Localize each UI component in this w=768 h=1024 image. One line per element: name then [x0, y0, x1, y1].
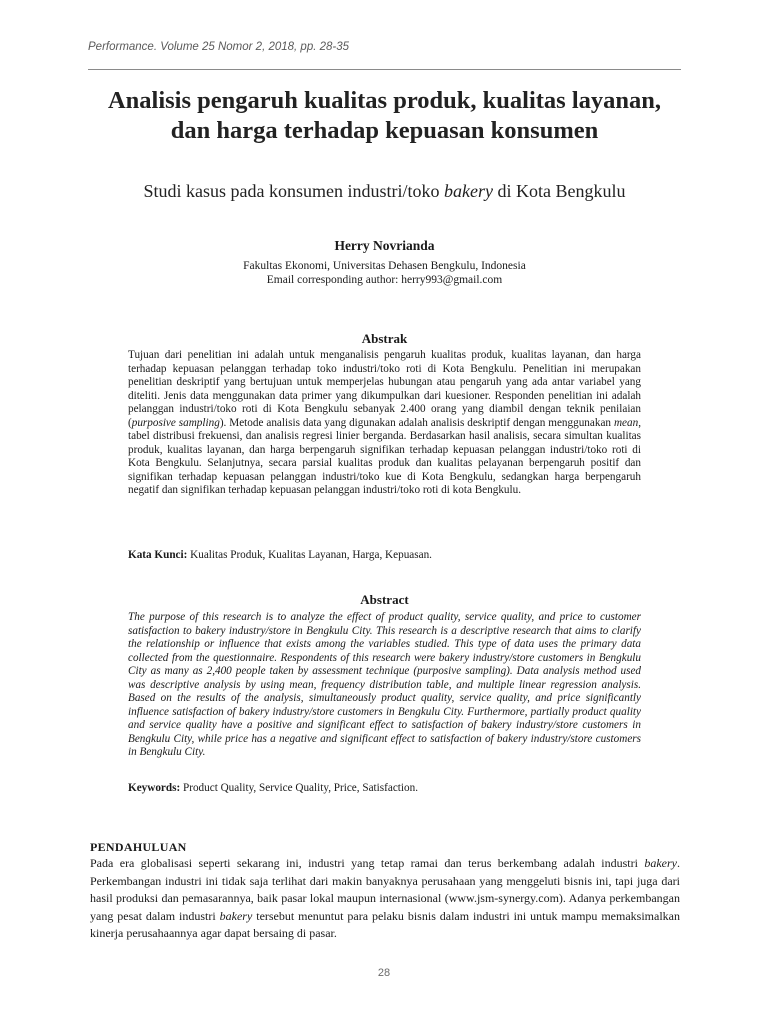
intro-text-3: tersebut menuntut para pelaku bisnis dalam industri ini untuk mampu memaksimalkan kinerja perusahaannya agar dapat bersaing di pasar.: [90, 908, 680, 941]
keywords-label: Keywords:: [128, 782, 181, 794]
kata-kunci-label: Kata Kunci:: [128, 549, 188, 561]
intro-paragraph: [90, 855, 680, 943]
subtitle-text-end: di Kota Bengkulu: [492, 181, 626, 201]
subtitle-text-start: Studi kasus pada konsumen industri/toko: [143, 181, 444, 201]
author-name: Herry Novrianda: [334, 238, 435, 253]
abstract-body: The purpose of this research is to analyze the effect of product quality, service quality, and price to customer satisfaction to bakery industry/store in Bengkulu City. This research is a descriptive research that aims to clarify the relationship or influence that exists among the variables studied. This type of data uses the primary data collected from the questionnaire. Respondents of this research were bakery industry/store customers in Bengkulu City as many as 2,400 people taken by assessment technique (purposive sampling). Data analysis method used was descriptive analysis by using mean, frequency distribution table, and multiple linear regression analysis. Based on the results of the analysis, simultaneously product quality, service quality, and price significantly influence satisfaction of bakery industry/store customers in Bengkulu City. Furthermore, partially product quality and service quality have a positive and significant effect to satisfaction of bakery industry/store customers in Bengkulu City, while price has a negative and significant effect to satisfaction of bakery industry/store customers in Bengkulu City.: [128, 611, 641, 759]
abstrak-text-3: , tabel distribusi frekuensi, dan analisis regresi linier berganda. Berdasarkan hasil analisis, secara simultan kualitas produk, kualitas layanan, dan harga berpengaruh signifikan terhadap kepuasan pelanggan industri/toko roti di Kota Bengkulu. Selanjutnya, secara parsial kualitas produk dan kualitas pelayanan berpengaruh positif dan signifikan terhadap kepuasan pelanggan industri/toko kue di Kota Bengkulu, sedangkan harga berpengaruh negatif dan signifikan terhadap kepuasan pelanggan industri/toko roti di kota Bengkulu.: [128, 416, 641, 497]
intro-emphasis-2: bakery: [219, 908, 253, 923]
intro-text-2: . Perkembangan industri ini tidak saja terlihat dari makin banyaknya perusahaan yang menggeluti bisnis ini, tapi juga dari hasil produksi dan pemasarannya, baik pasar lokal maupun internasional (www.jsm-synergy.com). Adanya perkembangan yang pesat dalam industri: [90, 856, 680, 923]
page-number: 28: [377, 967, 391, 979]
kata-kunci: [128, 549, 641, 563]
intro-emphasis-1: bakery: [644, 856, 677, 870]
keywords-list: Product Quality, Service Quality, Price, Satisfaction.: [180, 782, 418, 794]
abstrak-body: [128, 349, 641, 498]
subtitle-emphasis: bakery: [444, 181, 493, 201]
header-rule: [88, 69, 681, 70]
abstract-heading: Abstract: [360, 592, 409, 607]
section-heading-pendahuluan: PENDAHULUAN: [90, 840, 187, 854]
abstrak-text-1: Tujuan dari penelitian ini adalah untuk menganalisis pengaruh kualitas produk, kualitas layanan, dan harga terhadap kepuasan pelanggan terhadap toko industri/toko roti di Kota Bengkulu. Penelitian ini merupakan penelitian deskriptif yang bertujuan untuk memperjelas hubungan atau pengaruh yang ada antar variabel yang diteliti. Jenis data menggunakan data primer yang dikumpulkan dari kuesioner. Responden penelitian ini adalah pelanggan industri/toko roti di Kota Bengkulu sebanyak 2.400 orang yang diambil dengan teknik penilaian (: [128, 349, 641, 429]
abstrak-emphasis-1: purposive sampling: [131, 416, 220, 429]
running-head: Performance. Volume 25 Nomor 2, 2018, pp. 28-35: [88, 41, 350, 53]
abstrak-emphasis-2: mean: [613, 416, 639, 429]
author-email: Email corresponding author: herry993@gmail.com: [266, 274, 503, 286]
paper-subtitle: [88, 180, 681, 203]
abstrak-heading: Abstrak: [361, 331, 408, 346]
paper-title: Analisis pengaruh kualitas produk, kualitas layanan, dan harga terhadap kepuasan konsumen: [107, 87, 662, 144]
kata-kunci-list: Kualitas Produk, Kualitas Layanan, Harga, Kepuasan.: [187, 549, 432, 561]
keywords: [128, 782, 641, 796]
author-affiliation: Fakultas Ekonomi, Universitas Dehasen Bengkulu, Indonesia: [243, 260, 526, 272]
intro-text-1: Pada era globalisasi seperti sekarang ini, industri yang tetap ramai dan terus berkembang adalah industri: [90, 856, 645, 870]
abstrak-text-2: ). Metode analisis data yang digunakan adalah analisis deskriptif dengan menggunakan: [219, 416, 614, 429]
